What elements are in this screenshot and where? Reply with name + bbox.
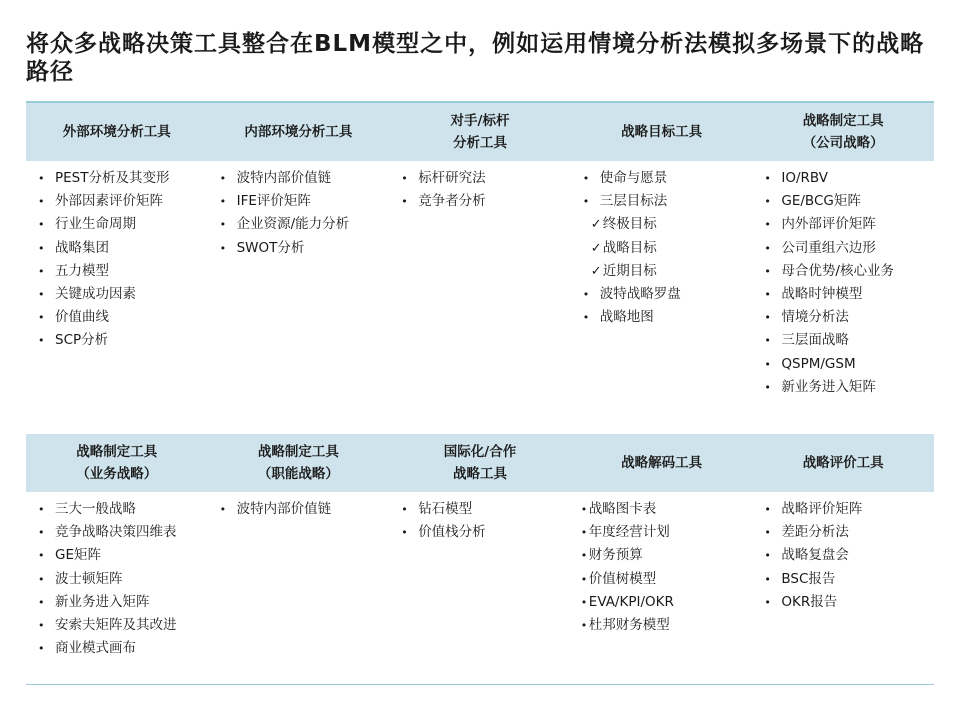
list-item: • IFE评价矩阵 bbox=[218, 190, 390, 213]
column-header: 对手/标杆 分析工具 bbox=[450, 113, 510, 151]
page-title: 将众多战略决策工具整合在BLM模型之中，例如运用情境分析法模拟多场景下的战略路径 bbox=[26, 31, 925, 85]
column-header: 战略评价工具 bbox=[802, 455, 884, 471]
list-item: • 价值栈分析 bbox=[399, 521, 571, 544]
tool-list-evaluation bbox=[752, 498, 934, 660]
list-item: • 三大一般战略 bbox=[36, 498, 208, 521]
list-item: • 财务预算 bbox=[581, 544, 753, 567]
tool-list-external bbox=[26, 167, 208, 399]
list-item: • SWOT分析 bbox=[218, 237, 390, 260]
list-item: • 三层面战略 bbox=[762, 329, 934, 352]
list-item: • 战略时钟模型 bbox=[762, 283, 934, 306]
list-item: • 情境分析法 bbox=[762, 306, 934, 329]
tool-list-goals bbox=[571, 167, 753, 399]
list-item: • 行业生命周期 bbox=[36, 213, 208, 236]
list-item: • 企业资源/能力分析 bbox=[218, 213, 390, 236]
list-item: • 竞争战略决策四维表 bbox=[36, 521, 208, 544]
tool-list-decoding bbox=[571, 498, 753, 660]
column-header: 外部环境分析工具 bbox=[62, 124, 171, 140]
list-item: • 波士顿矩阵 bbox=[36, 568, 208, 591]
list-item: • SCP分析 bbox=[36, 329, 208, 352]
column-header: 内部环境分析工具 bbox=[244, 124, 353, 140]
column-header: 战略制定工具 （职能战略） bbox=[257, 444, 339, 482]
list-item: • 杜邦财务模型 bbox=[581, 614, 753, 637]
column-header: 国际化/合作 战略工具 bbox=[443, 444, 517, 482]
list-item: • 母合优势/核心业务 bbox=[762, 260, 934, 283]
content-row bbox=[26, 492, 934, 660]
list-item: • 战略评价矩阵 bbox=[762, 498, 934, 521]
list-item: • 使命与愿景 bbox=[581, 167, 753, 190]
tool-table-section-2 bbox=[26, 434, 934, 660]
list-item: • 钻石模型 bbox=[399, 498, 571, 521]
list-item: • EVA/KPI/OKR bbox=[581, 591, 753, 614]
column-header: 战略制定工具 （业务战略） bbox=[76, 444, 158, 482]
header-row bbox=[26, 103, 934, 161]
list-item: • 波特内部价值链 bbox=[218, 167, 390, 190]
list-item: • 价值树模型 bbox=[581, 568, 753, 591]
list-item: • IO/RBV bbox=[762, 167, 934, 190]
list-item: • 年度经营计划 bbox=[581, 521, 753, 544]
list-item: • 战略集团 bbox=[36, 237, 208, 260]
list-item: • 五力模型 bbox=[36, 260, 208, 283]
list-item: • 新业务进入矩阵 bbox=[762, 376, 934, 399]
tool-list-international bbox=[389, 498, 571, 660]
check-list-item: ✓ 终极目标 bbox=[581, 213, 753, 236]
list-item: • 公司重组六边形 bbox=[762, 237, 934, 260]
column-header: 战略解码工具 bbox=[621, 455, 703, 471]
content-row bbox=[26, 161, 934, 399]
list-item: • 关键成功因素 bbox=[36, 283, 208, 306]
list-item: • GE/BCG矩阵 bbox=[762, 190, 934, 213]
list-item: • 内外部评价矩阵 bbox=[762, 213, 934, 236]
list-item: • 价值曲线 bbox=[36, 306, 208, 329]
list-item: • QSPM/GSM bbox=[762, 353, 934, 376]
tool-list-functional-strategy bbox=[208, 498, 390, 660]
tool-table-section-1 bbox=[26, 103, 934, 399]
list-item: • 战略复盘会 bbox=[762, 544, 934, 567]
list-item: • 差距分析法 bbox=[762, 521, 934, 544]
list-item: • 安索夫矩阵及其改进 bbox=[36, 614, 208, 637]
list-item: • 战略图卡表 bbox=[581, 498, 753, 521]
column-header: 战略制定工具 （公司战略） bbox=[802, 113, 884, 151]
list-item: • 标杆研究法 bbox=[399, 167, 571, 190]
header-row bbox=[26, 434, 934, 492]
check-list-item: ✓ 近期目标 bbox=[581, 260, 753, 283]
list-item: • BSC报告 bbox=[762, 568, 934, 591]
tool-list-corporate-strategy bbox=[752, 167, 934, 399]
list-item: • 战略地图 bbox=[581, 306, 753, 329]
list-item: • 商业模式画布 bbox=[36, 637, 208, 660]
list-item: • 竞争者分析 bbox=[399, 190, 571, 213]
list-item: • 三层目标法 bbox=[581, 190, 753, 213]
tool-list-internal bbox=[208, 167, 390, 399]
column-header: 战略目标工具 bbox=[621, 124, 703, 140]
list-item: • 波特内部价值链 bbox=[218, 498, 390, 521]
list-item: • 新业务进入矩阵 bbox=[36, 591, 208, 614]
list-item: • 波特战略罗盘 bbox=[581, 283, 753, 306]
tool-list-business-strategy bbox=[26, 498, 208, 660]
list-item: • OKR报告 bbox=[762, 591, 934, 614]
list-item: • GE矩阵 bbox=[36, 544, 208, 567]
check-list-item: ✓ 战略目标 bbox=[581, 237, 753, 260]
tool-list-benchmark bbox=[389, 167, 571, 399]
list-item: • PEST分析及其变形 bbox=[36, 167, 208, 190]
list-item: • 外部因素评价矩阵 bbox=[36, 190, 208, 213]
bottom-divider bbox=[26, 684, 934, 685]
